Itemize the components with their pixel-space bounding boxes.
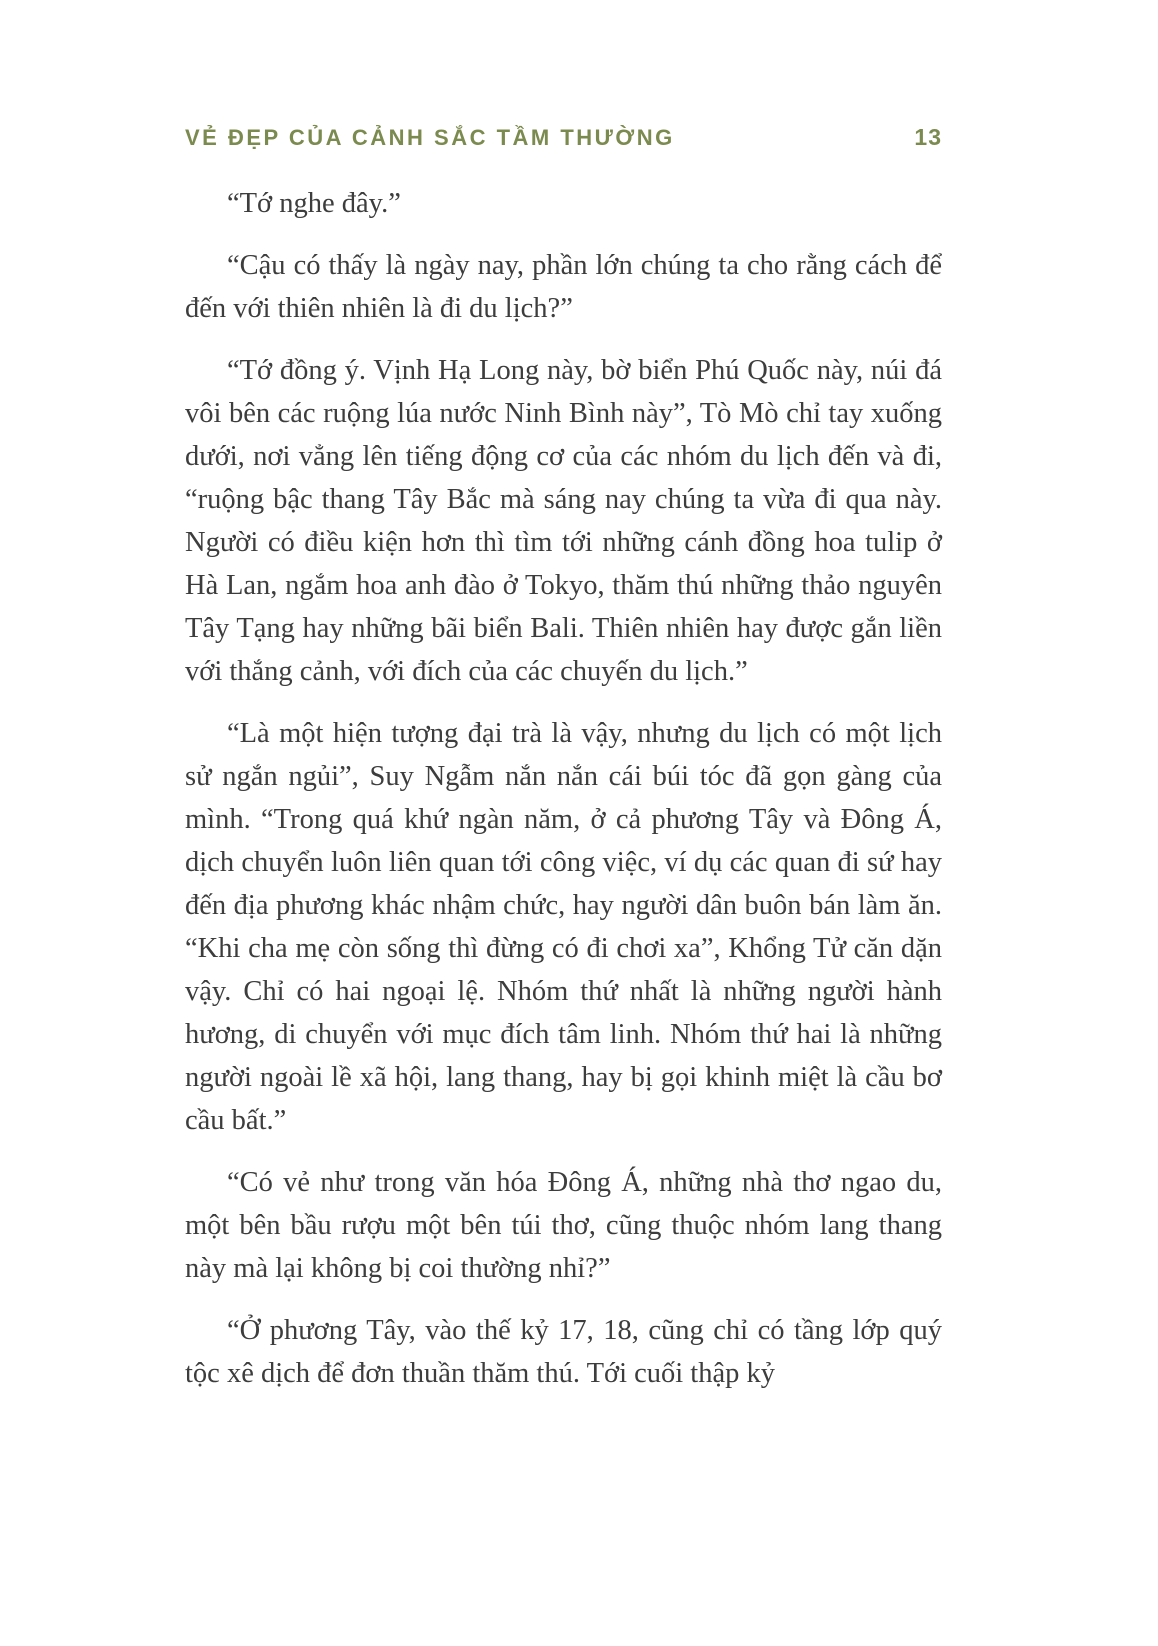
page-body [185, 182, 942, 1414]
page-number: 13 [914, 124, 942, 150]
paragraph: “Tớ nghe đây.” [227, 188, 401, 219]
paragraph: “Là một hiện tượng đại trà là vậy, nhưng du lịch có một lịch sử ngắn ngủi”, Suy Ngẫm nắn nắn cái búi tóc đã gọn gàng của mình. “Trong quá khứ ngàn năm, ở cả phương Tây và Đông Á, dịch chuyển luôn liên quan tới công việc, ví dụ các quan đi sứ hay đến địa phương khác nhậm chức, hay người dân buôn bán làm ăn. “Khi cha mẹ còn sống thì đừng có đi chơi xa”, Khổng Tử căn dặn vậy. Chỉ có hai ngoại lệ. Nhóm thứ nhất là những người hành hương, di chuyển với mục đích tâm linh. Nhóm thứ hai là những người ngoài lề xã hội, lang thang, hay bị gọi khinh miệt là cầu bơ cầu bất.” [185, 718, 942, 1136]
paragraph: “Cậu có thấy là ngày nay, phần lớn chúng ta cho rằng cách để đến với thiên nhiên là đi du lịch?” [185, 250, 942, 324]
paragraph: “Có vẻ như trong văn hóa Đông Á, những nhà thơ ngao du, một bên bầu rượu một bên túi thơ, cũng thuộc nhóm lang thang này mà lại không bị coi thường nhỉ?” [185, 1167, 942, 1284]
paragraph: “Ở phương Tây, vào thế kỷ 17, 18, cũng chỉ có tầng lớp quý tộc xê dịch để đơn thuần thăm thú. Tới cuối thập kỷ [185, 1315, 942, 1389]
running-title: VẺ ĐẸP CỦA CẢNH SẮC TẦM THƯỜNG [185, 125, 675, 150]
paragraph: “Tớ đồng ý. Vịnh Hạ Long này, bờ biển Phú Quốc này, núi đá vôi bên các ruộng lúa nước Ninh Bình này”, Tò Mò chỉ tay xuống dưới, nơi vẳng lên tiếng động cơ của các nhóm du lịch đến và đi, “ruộng bậc thang Tây Bắc mà sáng nay chúng ta vừa đi qua này. Người có điều kiện hơn thì tìm tới những cánh đồng hoa tulip ở Hà Lan, ngắm hoa anh đào ở Tokyo, thăm thú những thảo nguyên Tây Tạng hay những bãi biển Bali. Thiên nhiên hay được gắn liền với thắng cảnh, với đích của các chuyến du lịch.” [185, 355, 942, 687]
page-header [185, 124, 942, 151]
